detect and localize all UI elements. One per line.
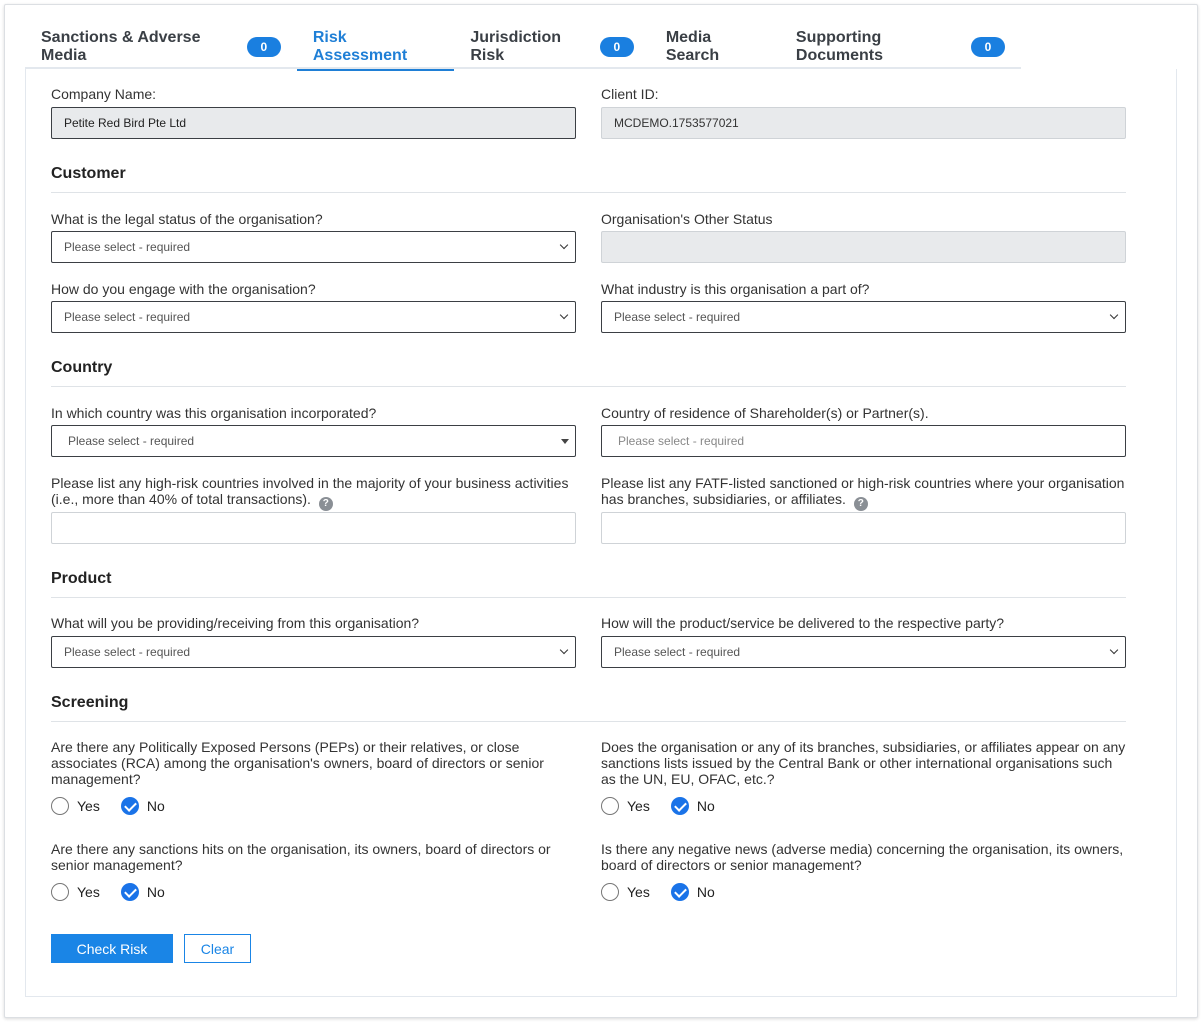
engage-label: How do you engage with the organisation? [51, 281, 316, 297]
client-id-label: Client ID: [601, 86, 659, 102]
label-line: Please list any FATF-listed sanctioned or high-risk countries where your organisation [601, 475, 1125, 491]
radio-checked-icon[interactable] [671, 797, 689, 815]
high-risk-countries-label [51, 475, 581, 511]
section-divider [51, 721, 1126, 722]
option-label: Yes [77, 798, 100, 814]
select-placeholder: Please select - required [64, 310, 191, 324]
other-status-field [601, 231, 1126, 263]
company-name-value: Petite Red Bird Pte Ltd [64, 116, 187, 130]
question-line: Is there any negative news (adverse media) concerning the organisation, its owners, [601, 841, 1124, 857]
tab-risk-assessment[interactable] [297, 24, 454, 69]
input-placeholder: Please select - required [618, 434, 745, 448]
help-icon[interactable]: ? [319, 497, 333, 511]
pep-yes-option[interactable] [51, 797, 100, 815]
legal-status-select[interactable] [51, 231, 576, 263]
company-name-label: Company Name: [51, 86, 157, 102]
count-badge: 0 [247, 37, 281, 57]
select-placeholder: Please select - required [64, 240, 191, 254]
company-name-field [51, 107, 576, 139]
adverse-media-yes-option[interactable] [601, 883, 650, 901]
client-id-value: MCDEMO.1753577021 [614, 116, 739, 130]
industry-label: What industry is this organisation a part of? [601, 281, 870, 297]
sanctions-hits-question [51, 841, 581, 873]
chevron-down-icon [560, 646, 568, 654]
tab-label: Supporting Documents [795, 28, 884, 64]
tab-label: Jurisdiction Risk [470, 28, 562, 64]
option-label: No [146, 884, 165, 900]
question-line: Does the organisation or any of its branches, subsidiaries, or affiliates appear on any [601, 739, 1126, 755]
option-label: Yes [627, 884, 650, 900]
radio-unchecked[interactable] [51, 797, 69, 815]
select-placeholder: Please select - required [614, 645, 741, 659]
section-divider [51, 597, 1126, 598]
industry-select[interactable] [601, 301, 1126, 333]
pep-radio-group [51, 797, 186, 815]
other-status-label: Organisation's Other Status [601, 211, 773, 227]
tab-supporting-documents[interactable] [780, 24, 1021, 69]
sanctions-hits-radio-group [51, 883, 186, 901]
sanctions-list-yes-option[interactable] [601, 797, 650, 815]
radio-unchecked[interactable] [601, 797, 619, 815]
option-label: No [146, 798, 165, 814]
label-line: Please list any high-risk countries involved in the majority of your business activities [51, 475, 569, 491]
pep-question [51, 739, 581, 787]
label-line [51, 491, 581, 511]
question-line: board of directors or senior management? [601, 857, 862, 873]
section-title-screening: Screening [51, 694, 129, 711]
residence-label: Country of residence of Shareholder(s) or Partner(s). [601, 405, 929, 421]
question-line: Are there any Politically Exposed Persons (PEPs) or their relatives, or close [51, 739, 520, 755]
delivery-select[interactable] [601, 636, 1126, 668]
question-line: sanctions lists issued by the Central Bank or other international organisations such [601, 755, 1113, 771]
radio-checked-icon[interactable] [121, 883, 139, 901]
help-icon[interactable]: ? [854, 497, 868, 511]
engage-select[interactable] [51, 301, 576, 333]
tab-sanctions-adverse-media[interactable] [25, 24, 297, 69]
radio-checked-icon[interactable] [671, 883, 689, 901]
section-title-product: Product [51, 570, 112, 587]
question-line: Are there any sanctions hits on the organisation, its owners, board of directors or [51, 841, 551, 857]
question-line: as the UN, EU, OFAC, etc.? [601, 771, 775, 787]
fatf-countries-label [601, 475, 1131, 511]
pep-no-option[interactable] [121, 797, 165, 815]
option-label: Yes [77, 884, 100, 900]
radio-checked-icon[interactable] [121, 797, 139, 815]
chevron-down-icon [560, 311, 568, 319]
check-risk-button[interactable]: Check Risk [51, 934, 173, 963]
chevron-down-icon [1110, 646, 1118, 654]
caret-down-icon [561, 439, 569, 444]
label-text: (i.e., more than 40% of total transactions). [51, 491, 311, 507]
high-risk-countries-input[interactable] [51, 512, 576, 544]
tab-label: Risk Assessment [312, 28, 408, 64]
incorporated-label: In which country was this organisation incorporated? [51, 405, 377, 421]
question-line: management? [51, 771, 141, 787]
delivery-label: How will the product/service be delivered to the respective party? [601, 615, 1005, 631]
tab-jurisdiction-risk[interactable] [454, 24, 649, 69]
tab-bar [25, 24, 1021, 69]
count-badge: 0 [971, 37, 1005, 57]
residence-input[interactable] [601, 425, 1126, 457]
option-label: No [696, 798, 715, 814]
count-badge: 0 [600, 37, 634, 57]
sanctions-list-question [601, 739, 1141, 787]
tab-media-search[interactable] [650, 24, 780, 69]
option-label: No [696, 884, 715, 900]
section-title-country: Country [51, 359, 113, 376]
label-line [601, 491, 1131, 511]
client-id-field [601, 107, 1126, 139]
section-title-customer: Customer [51, 165, 126, 182]
chevron-down-icon [1110, 311, 1118, 319]
fatf-countries-input[interactable] [601, 512, 1126, 544]
providing-select[interactable] [51, 636, 576, 668]
adverse-media-question [601, 841, 1141, 873]
question-line: senior management? [51, 857, 183, 873]
legal-status-label: What is the legal status of the organisation? [51, 211, 323, 227]
select-placeholder: Please select - required [614, 310, 741, 324]
adverse-media-radio-group [601, 883, 736, 901]
sanctions-hits-yes-option[interactable] [51, 883, 100, 901]
radio-unchecked[interactable] [601, 883, 619, 901]
radio-unchecked[interactable] [51, 883, 69, 901]
select-placeholder: Please select - required [68, 434, 195, 448]
sanctions-hits-no-option[interactable] [121, 883, 165, 901]
incorporated-select[interactable] [51, 425, 576, 457]
providing-label: What will you be providing/receiving from this organisation? [51, 615, 420, 631]
chevron-down-icon [560, 241, 568, 249]
label-text: has branches, subsidiaries, or affiliates. [601, 491, 846, 507]
option-label: Yes [627, 798, 650, 814]
tab-label: Media Search [665, 28, 720, 64]
sanctions-list-no-option[interactable] [671, 797, 715, 815]
question-line: associates (RCA) among the organisation's owners, board of directors or senior [51, 755, 544, 771]
section-divider [51, 386, 1126, 387]
select-placeholder: Please select - required [64, 645, 191, 659]
clear-button[interactable]: Clear [184, 934, 251, 963]
section-divider [51, 192, 1126, 193]
adverse-media-no-option[interactable] [671, 883, 715, 901]
sanctions-list-radio-group [601, 797, 736, 815]
tab-label: Sanctions & Adverse Media [41, 28, 201, 64]
